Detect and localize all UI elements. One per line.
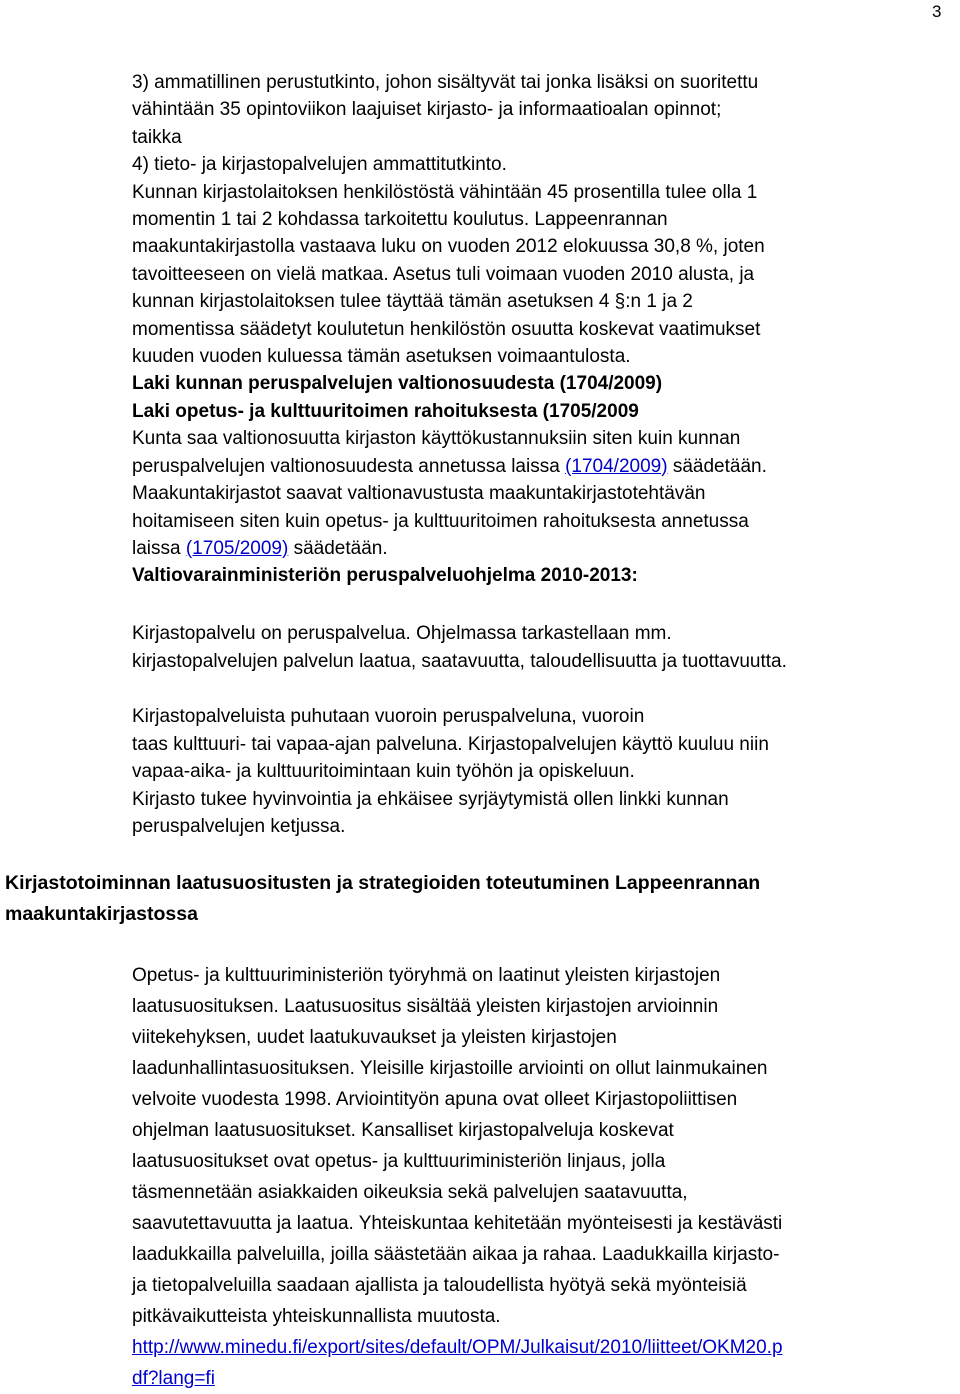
page-number: 3 [932,2,942,21]
paragraph-line: laadukkailla palveluilla, joilla säästetään aikaa ja rahaa. Laadukkailla kirjasto- [132,1244,780,1265]
paragraph-line: Kunnan kirjastolaitoksen henkilöstöstä vähintään 45 prosentilla tulee olla 1 [132,181,758,203]
paragraph-line: momentin 1 tai 2 kohdassa tarkoitettu koulutus. Lappeenrannan [132,209,668,231]
paragraph-line: laatusuosituksen. Laatusuositus sisältää yleisten kirjastojen arvioinnin [132,996,719,1017]
paragraph-line: Kirjasto tukee hyvinvointia ja ehkäisee syrjäytymistä ollen linkki kunnan [132,788,729,810]
paragraph-line: kuuden vuoden kuluessa tämän asetuksen voimaantulosta. [132,346,631,368]
minedu-url-link-continued[interactable]: df?lang=fi [132,1368,215,1389]
paragraph-line: Opetus- ja kulttuuriministeriön työryhmä on laatinut yleisten kirjastojen [132,965,721,986]
paragraph-line: tavoitteeseen on vielä matkaa. Asetus tuli voimaan vuoden 2010 alusta, ja [132,263,755,285]
quality-recommendations-paragraph [132,960,958,1394]
paragraph-line: ja tietopalveluilla saadaan ajallista ja taloudellista hyötyä sekä myönteisiä [132,1275,747,1296]
paragraph-line: 4) tieto- ja kirjastopalvelujen ammattitutkinto. [132,154,507,176]
paragraph-line: vähintään 35 opintoviikon laajuiset kirjasto- ja informaatioalan opinnot; [132,99,722,121]
paragraph-line: pitkävaikutteista yhteiskunnallista muutosta. [132,1306,501,1327]
text-segment: säädetään. [288,537,388,559]
paragraph-line: Maakuntakirjastot saavat valtionavustusta maakuntakirjastotehtävän [132,483,706,505]
heading-line: Kirjastotoiminnan laatusuositusten ja strategioiden toteutuminen Lappeenrannan [5,872,761,894]
paragraph-line: velvoite vuodesta 1998. Arviointityön apuna ovat olleet Kirjastopoliittisen [132,1089,738,1110]
url-line [132,1332,958,1363]
basic-service-paragraph [132,620,958,676]
paragraph-line: hoitamiseen siten kuin opetus- ja kulttuuritoimen rahoituksesta annetussa [132,510,749,532]
law-title-1704: Laki kunnan peruspalvelujen valtionosuudesta (1704/2009) [132,373,663,395]
paragraph-line: 3) ammatillinen perustutkinto, johon sisältyvät tai jonka lisäksi on suoritettu [132,72,759,93]
paragraph-line: vapaa-aika- ja kulttuuritoimintaan kuin työhön ja opiskeluun. [132,761,635,783]
paragraph-line [132,535,958,562]
text-segment: säädetään. [667,455,767,477]
paragraph-line: kirjastopalvelujen palvelun laatua, saatavuutta, taloudellisuutta ja tuottavuutta. [132,651,787,672]
paragraph-line: viitekehyksen, uudet laatukuvaukset ja yleisten kirjastojen [132,1027,617,1048]
paragraph-line: maakuntakirjastolla vastaava luku on vuoden 2012 elokuussa 30,8 %, joten [132,236,765,258]
paragraph-line: saavutettavuutta ja laatua. Yhteiskuntaa kehitetään myönteisesti ja kestävästi [132,1213,783,1234]
library-service-paragraph [132,703,958,841]
law-title-1705: Laki opetus- ja kulttuuritoimen rahoituksesta (1705/2009 [132,400,639,422]
paragraph-line: taikka [132,126,182,148]
paragraph-line: peruspalvelujen ketjussa. [132,816,346,838]
paragraph-line: Kirjastopalveluista puhutaan vuoroin peruspalveluna, vuoroin [132,706,645,727]
paragraph-line [132,453,958,480]
paragraph-line: momentissa säädetyt koulutetun henkilöstön osuutta koskevat vaatimukset [132,318,761,340]
paragraph-line: Kunta saa valtionosuutta kirjaston käyttökustannuksiin siten kuin kunnan [132,428,741,450]
heading-line: maakuntakirjastossa [5,903,198,925]
paragraph-line: täsmennetään asiakkaiden oikeuksia sekä palvelujen saatavuutta, [132,1182,688,1203]
url-line [132,1363,958,1394]
paragraph-line: taas kulttuuri- tai vapaa-ajan palveluna. Kirjastopalvelujen käyttö kuuluu niin [132,733,769,755]
minedu-url-link[interactable]: http://www.minedu.fi/export/sites/default/OPM/Julkaisut/2010/liitteet/OKM20.p [132,1337,783,1358]
paragraph-line: laatusuositukset ovat opetus- ja kulttuuriministeriön linjaus, jolla [132,1151,666,1172]
text-segment: laissa [132,537,186,559]
law-link-1704[interactable]: (1704/2009) [565,455,668,477]
section-heading [5,868,955,930]
text-segment: peruspalvelujen valtionosuudesta annetussa laissa [132,455,566,477]
program-title: Valtiovarainministeriön peruspalveluohjelma 2010-2013: [132,565,638,587]
paragraph-line: kunnan kirjastolaitoksen tulee täyttää tämän asetuksen 4 §:n 1 ja 2 [132,291,693,313]
paragraph-line: ohjelman laatusuositukset. Kansalliset kirjastopalveluja koskevat [132,1120,674,1141]
paragraph-line: laadunhallintasuosituksen. Yleisille kirjastoille arviointi on ollut lainmukainen [132,1058,768,1079]
legal-requirements-section [132,69,958,590]
law-link-1705[interactable]: (1705/2009) [185,537,289,559]
paragraph-line: Kirjastopalvelu on peruspalvelua. Ohjelmassa tarkastellaan mm. [132,623,672,644]
